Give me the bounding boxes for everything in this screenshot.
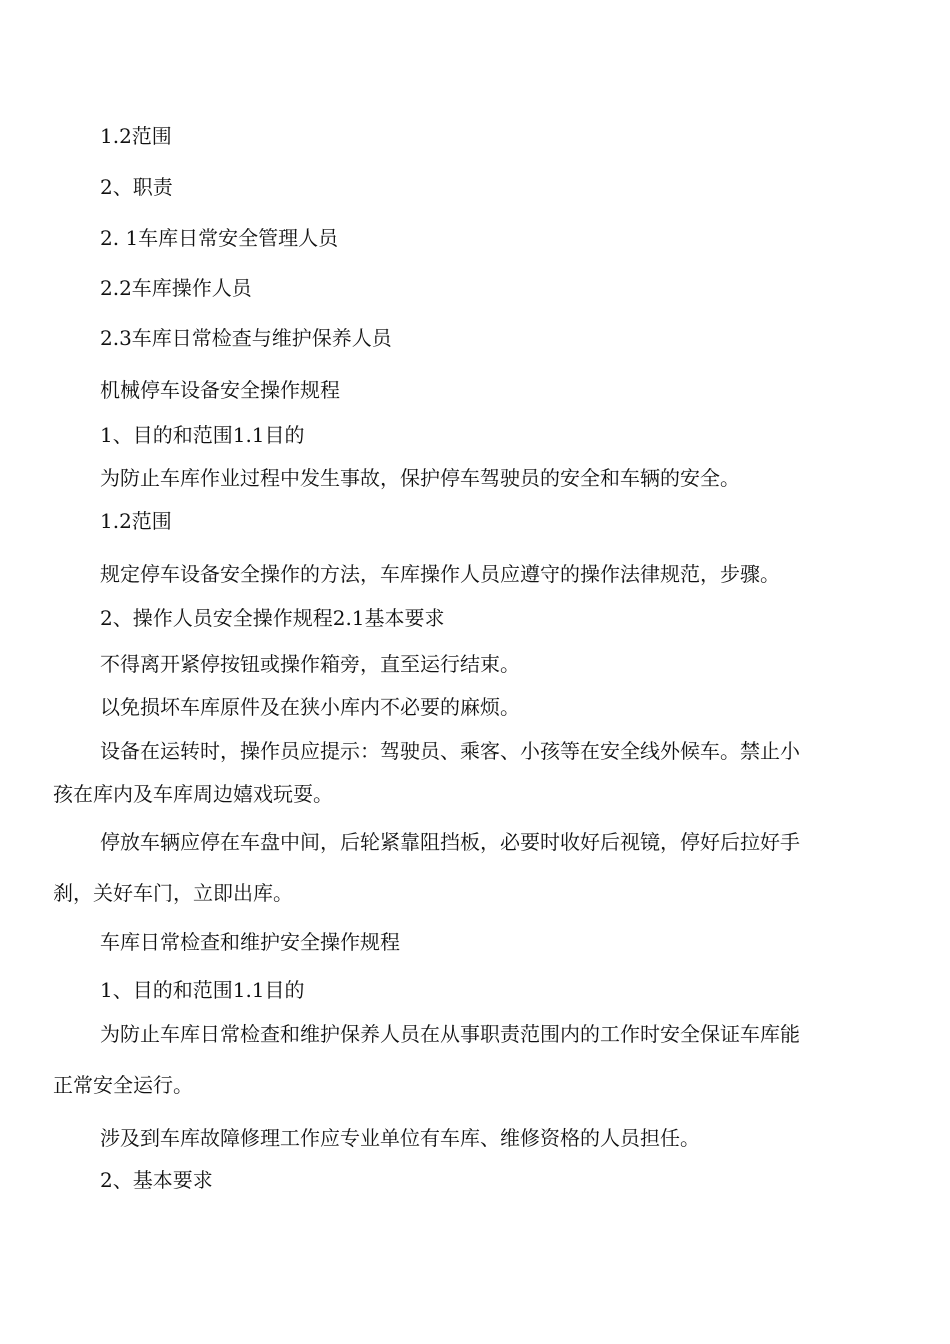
repair-qualification-paragraph: 涉及到车库故障修理工作应专业单位有车库、维修资格的人员担任。 (100, 1126, 700, 1150)
inspection-purpose-heading: 1、目的和范围1.1目的 (100, 978, 305, 1002)
inspection-safety-title: 车库日常检查和维护安全操作规程 (100, 930, 400, 954)
inspection-purpose-line1: 为防止车库日常检查和维护保养人员在从事职责范围内的工作时安全保证车库能 (100, 1022, 800, 1046)
rule-parking-position-line1: 停放车辆应停在车盘中间，后轮紧靠阻挡板，必要时收好后视镜，停好后拉好手 (100, 830, 800, 854)
scope-heading: 1.2范围 (100, 509, 172, 533)
section-2-3-heading: 2.3车库日常检查与维护保养人员 (100, 326, 392, 350)
section-2-2-heading: 2.2车库操作人员 (100, 276, 252, 300)
basic-requirements-heading: 2、基本要求 (100, 1168, 213, 1192)
inspection-purpose-line2: 正常安全运行。 (53, 1073, 193, 1097)
rule-parking-position-line2: 刹，关好车门，立即出库。 (53, 881, 293, 905)
rule-stay-at-stop-button: 不得离开紧停按钮或操作箱旁，直至运行结束。 (100, 652, 520, 676)
section-2-1-heading: 2. 1车库日常安全管理人员 (100, 226, 339, 250)
rule-warn-passengers-line1: 设备在运转时，操作员应提示：驾驶员、乘客、小孩等在安全线外候车。禁止小 (100, 739, 800, 763)
rule-warn-passengers-line2: 孩在库内及车库周边嬉戏玩耍。 (53, 782, 333, 806)
section-1-2-scope-heading: 1.2范围 (100, 124, 172, 148)
scope-paragraph: 规定停车设备安全操作的方法，车库操作人员应遵守的操作法律规范，步骤。 (100, 562, 780, 586)
purpose-scope-heading: 1、目的和范围1.1目的 (100, 423, 305, 447)
operator-rules-heading: 2、操作人员安全操作规程2.1基本要求 (100, 606, 445, 630)
purpose-paragraph: 为防止车库作业过程中发生事故，保护停车驾驶员的安全和车辆的安全。 (100, 466, 740, 490)
section-2-duties-heading: 2、职责 (100, 175, 173, 199)
parking-safety-title: 机械停车设备安全操作规程 (100, 378, 340, 402)
rule-avoid-damage: 以免损坏车库原件及在狭小库内不必要的麻烦。 (100, 695, 520, 719)
